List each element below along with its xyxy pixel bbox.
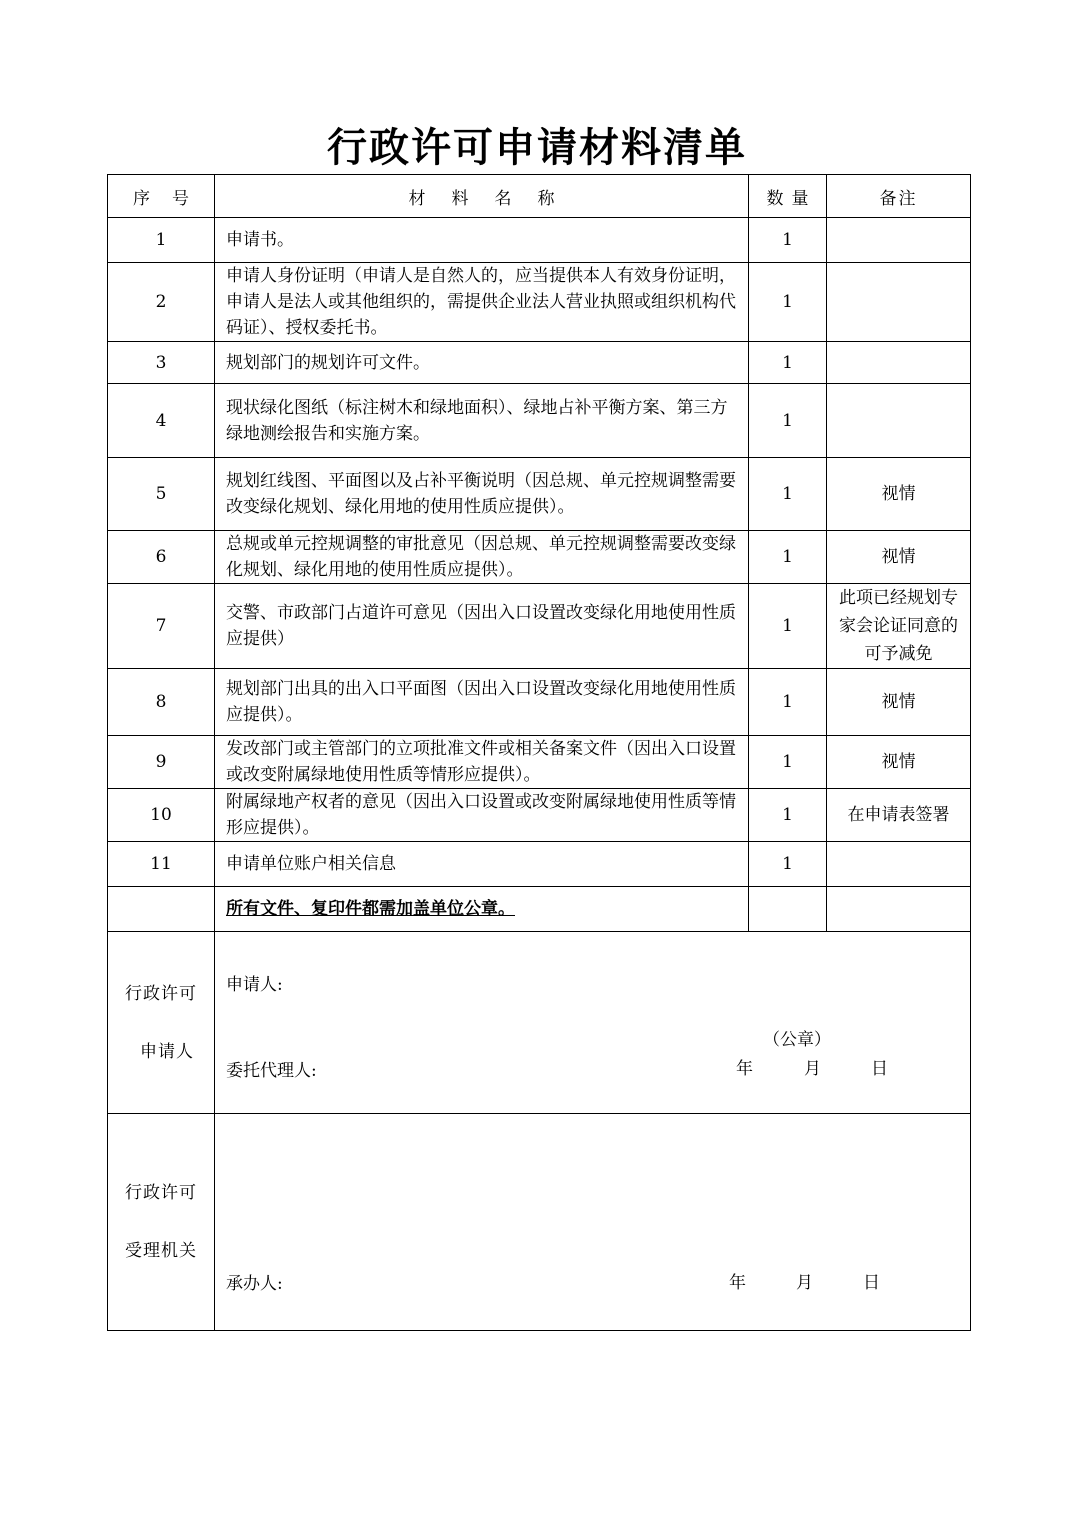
- agency-signature-area: [215, 1114, 971, 1331]
- agency-label-line2: 受理机关: [125, 1241, 197, 1261]
- header-name: 材料名称: [215, 175, 749, 218]
- row-name: 现状绿化图纸（标注树木和绿地面积）、绿地占补平衡方案、第三方绿地测绘报告和实施方案。: [215, 384, 749, 458]
- row-note: 视情: [827, 458, 971, 531]
- header-seq: 序号: [108, 175, 215, 218]
- date-year: 年: [729, 1273, 746, 1293]
- header-note: 备注: [827, 175, 971, 218]
- row-seq: 4: [108, 384, 215, 458]
- row-qty: 1: [749, 384, 827, 458]
- row-note: 视情: [827, 736, 971, 789]
- agent-field-label: 委托代理人:: [226, 1061, 317, 1081]
- row-qty: 1: [749, 789, 827, 842]
- handler-field-label: 承办人:: [226, 1274, 283, 1294]
- table-header-row: [108, 175, 971, 218]
- row-note: 在申请表签署: [827, 789, 971, 842]
- row-name: 发改部门或主管部门的立项批准文件或相关备案文件（因出入口设置或改变附属绿地使用性质等情形应提供）。: [215, 736, 749, 789]
- applicant-label-line1: 行政许可: [125, 983, 197, 1004]
- row-qty: 1: [749, 342, 827, 384]
- applicant-section-label: [108, 932, 215, 1114]
- agency-section-label: [108, 1114, 215, 1331]
- row-note: [827, 384, 971, 458]
- row-note: 视情: [827, 669, 971, 736]
- row-qty: 1: [749, 531, 827, 584]
- row-seq: 10: [108, 789, 215, 842]
- notice-text: 所有文件、复印件都需加盖单位公章。: [226, 899, 515, 919]
- table-row: [108, 458, 971, 531]
- row-note: [827, 263, 971, 342]
- row-qty: 1: [749, 584, 827, 669]
- date-month: 月: [796, 1273, 813, 1293]
- row-note: 视情: [827, 531, 971, 584]
- row-name: 规划部门出具的出入口平面图（因出入口设置改变绿化用地使用性质应提供）。: [215, 669, 749, 736]
- row-qty: 1: [749, 842, 827, 887]
- row-name: 申请书。: [215, 218, 749, 263]
- row-qty: 1: [749, 458, 827, 531]
- agency-row: [108, 1114, 971, 1331]
- row-qty: 1: [749, 669, 827, 736]
- table-row: [108, 669, 971, 736]
- row-note: [827, 842, 971, 887]
- table-row: [108, 263, 971, 342]
- row-name: 规划部门的规划许可文件。: [215, 342, 749, 384]
- agency-label-line1: 行政许可: [125, 1183, 197, 1203]
- seal-label: （公章）: [763, 1030, 831, 1050]
- materials-table: [107, 174, 971, 1331]
- row-seq: 6: [108, 531, 215, 584]
- row-seq: 9: [108, 736, 215, 789]
- row-seq: 5: [108, 458, 215, 531]
- row-seq: 11: [108, 842, 215, 887]
- row-note: [827, 218, 971, 263]
- table-row: [108, 584, 971, 669]
- row-name: 交警、市政部门占道许可意见（因出入口设置改变绿化用地使用性质应提供）: [215, 584, 749, 669]
- date-month: 月: [804, 1059, 821, 1079]
- row-name: 规划红线图、平面图以及占补平衡说明（因总规、单元控规调整需要改变绿化规划、绿化用地的使用性质应提供）。: [215, 458, 749, 531]
- row-name: 总规或单元控规调整的审批意见（因总规、单元控规调整需要改变绿化规划、绿化用地的使用性质应提供）。: [215, 531, 749, 584]
- page-title: 行政许可申请材料清单: [327, 124, 747, 171]
- row-seq: 3: [108, 342, 215, 384]
- row-qty: 1: [749, 218, 827, 263]
- date-year: 年: [736, 1059, 753, 1079]
- row-seq: 7: [108, 584, 215, 669]
- date-day: 日: [863, 1273, 880, 1293]
- row-seq: 8: [108, 669, 215, 736]
- table-row: [108, 842, 971, 887]
- row-seq: 2: [108, 263, 215, 342]
- table-row: [108, 342, 971, 384]
- table-row: [108, 736, 971, 789]
- header-qty: 数量: [749, 175, 827, 218]
- date-day: 日: [871, 1059, 888, 1079]
- row-note: 此项已经规划专家会论证同意的可予减免: [827, 584, 971, 669]
- applicant-label-line2: 申请人: [140, 1041, 194, 1062]
- notice-row: [108, 887, 971, 932]
- row-name: 申请人身份证明（申请人是自然人的，应当提供本人有效身份证明，申请人是法人或其他组织的，需提供企业法人营业执照或组织机构代码证）、授权委托书。: [215, 263, 749, 342]
- applicant-field-label: 申请人:: [226, 975, 283, 995]
- row-note: [827, 342, 971, 384]
- table-row: [108, 789, 971, 842]
- applicant-signature-area: [215, 932, 971, 1114]
- row-qty: 1: [749, 263, 827, 342]
- row-qty: 1: [749, 736, 827, 789]
- table-row: [108, 531, 971, 584]
- row-name: 申请单位账户相关信息: [215, 842, 749, 887]
- table-row: [108, 384, 971, 458]
- row-seq: 1: [108, 218, 215, 263]
- table-row: [108, 218, 971, 263]
- applicant-row: [108, 932, 971, 1114]
- row-name: 附属绿地产权者的意见（因出入口设置或改变附属绿地使用性质等情形应提供）。: [215, 789, 749, 842]
